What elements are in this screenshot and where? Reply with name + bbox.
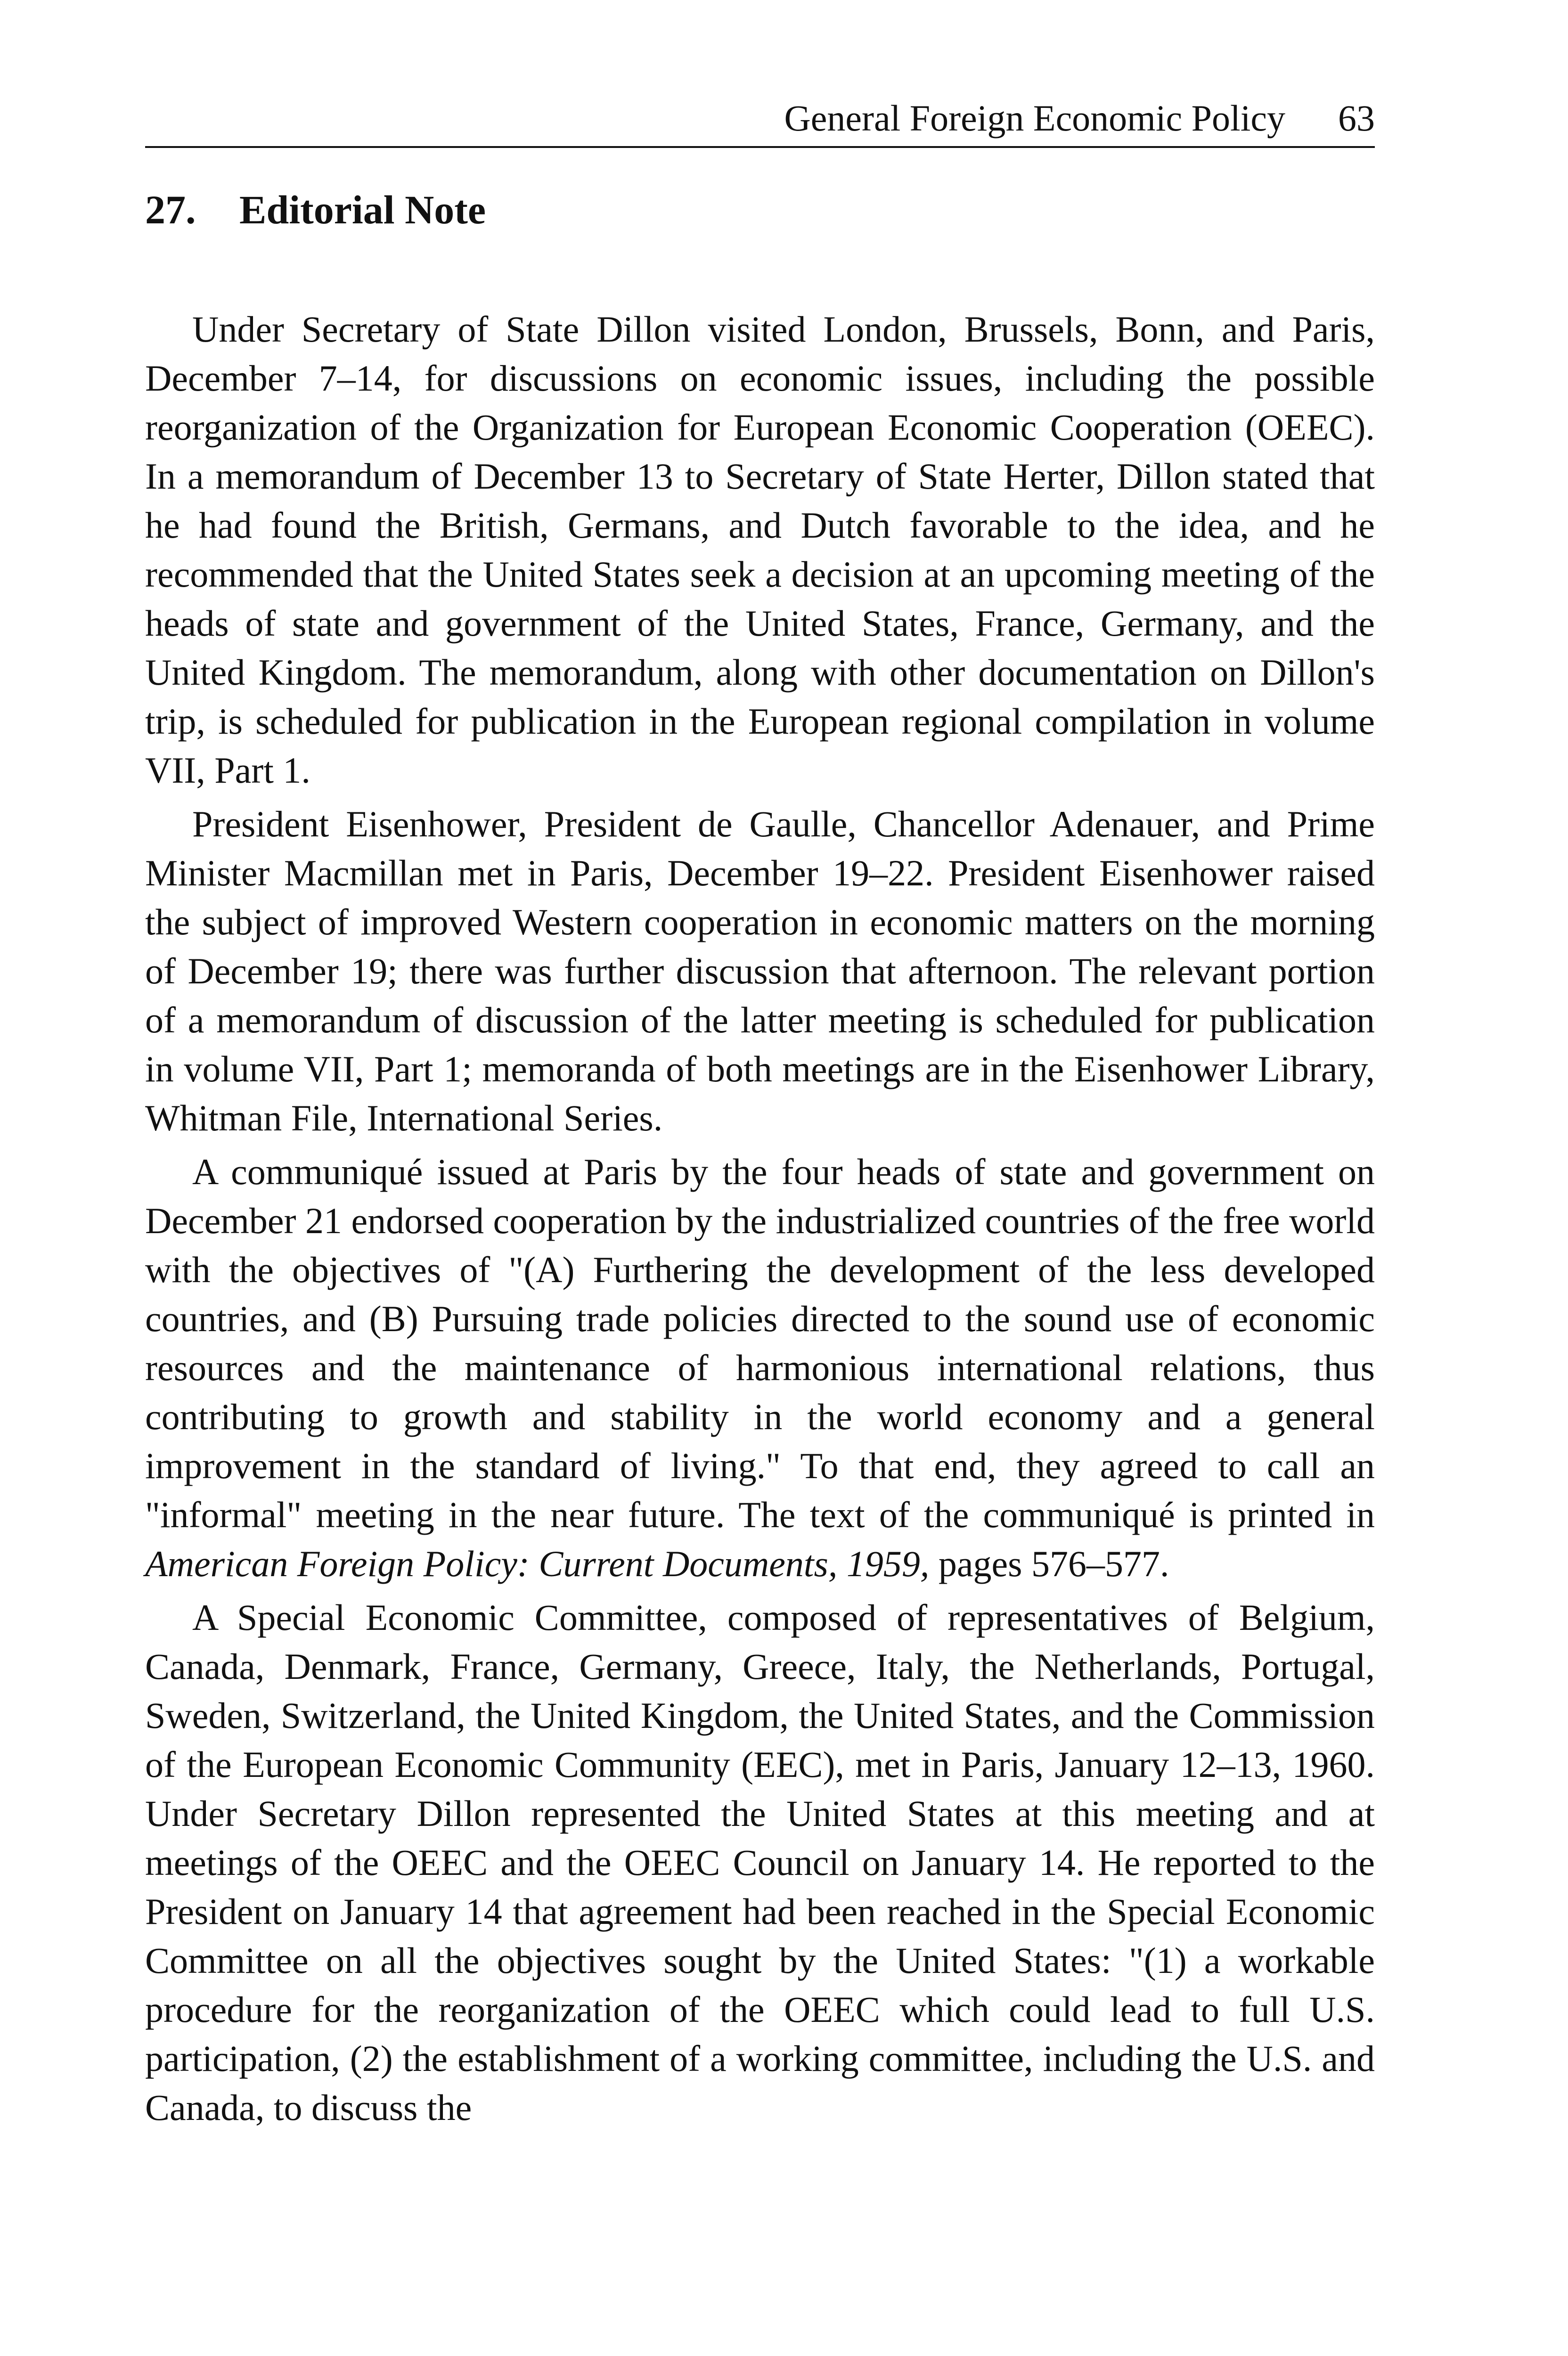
document-heading <box>145 186 1375 234</box>
document-page <box>145 90 1375 2132</box>
paragraph-paris-meeting: President Eisenhower, President de Gaulle, Chancellor Adenauer, and Prime Minister Macmillan met in Paris, December 19–22. President Eisenhower raised the subject of improved Western cooperation in economic matters on the morning of December 19; there was further discussion that afternoon. The relevant portion of a memorandum of discussion of the latter meeting is scheduled for publication in volume VII, Part 1; memoranda of both meetings are in the Eisenhower Library, Whitman File, International Series. <box>145 803 1375 1139</box>
paragraph-special-economic-committee: A Special Economic Committee, composed of representatives of Belgium, Canada, Denmark, France, Germany, Greece, Italy, the Netherlands, Portugal, Sweden, Switzerland, the United Kingdom, the United States, and the Commission of the European Economic Community (EEC), met in Paris, January 12–13, 1960. Under Secretary Dillon represented the United States at this meeting and at meetings of the OEEC and the OEEC Council on January 14. He reported to the President on January 14 that agreement had been reached in the Special Economic Committee on all the objectives sought by the United States: "(1) a workable procedure for the reorganization of the OEEC which could lead to full U.S. participation, (2) the establishment of a working committee, including the U.S. and Canada, to discuss the <box>145 1597 1375 2128</box>
page-number: 63 <box>1338 98 1375 139</box>
document-number: 27. <box>145 187 196 232</box>
editorial-note-body <box>145 305 1375 2132</box>
document-title: Editorial Note <box>239 187 486 232</box>
communique-text: A communiqué issued at Paris by the four heads of state and government on December 21 endorsed cooperation by the industrialized countries of the free world with the objectives of "(A) Furthering the development of the less developed countries, and (B) Pursuing trade policies directed to the sound use of economic resources and the maintenance of harmonious international relations, thus contributing to growth and stability in the world economy and a general improvement in the standard of living." To that end, they agreed to call an "informal" meeting in the near future. The text of the communiqué is printed in <box>145 1151 1375 1536</box>
publication-citation: American Foreign Policy: Current Documents, 1959, <box>145 1543 930 1585</box>
paragraph-communique <box>145 1147 1375 1588</box>
running-head <box>145 90 1375 148</box>
citation-pages: pages 576–577. <box>929 1543 1169 1585</box>
paragraph-dillon-visit: Under Secretary of State Dillon visited London, Brussels, Bonn, and Paris, December 7–14, for discussions on economic issues, including the possible reorganization of the Organization for European Economic Cooperation (OEEC). In a memorandum of December 13 to Secretary of State Herter, Dillon stated that he had found the British, Germans, and Dutch favorable to the idea, and he recommended that the United States seek a decision at an upcoming meeting of the heads of state and government of the United States, France, Germany, and the United Kingdom. The memorandum, along with other documentation on Dillon's trip, is scheduled for publication in the European regional compilation in volume VII, Part 1. <box>145 309 1375 791</box>
running-head-title: General Foreign Economic Policy <box>784 98 1285 139</box>
